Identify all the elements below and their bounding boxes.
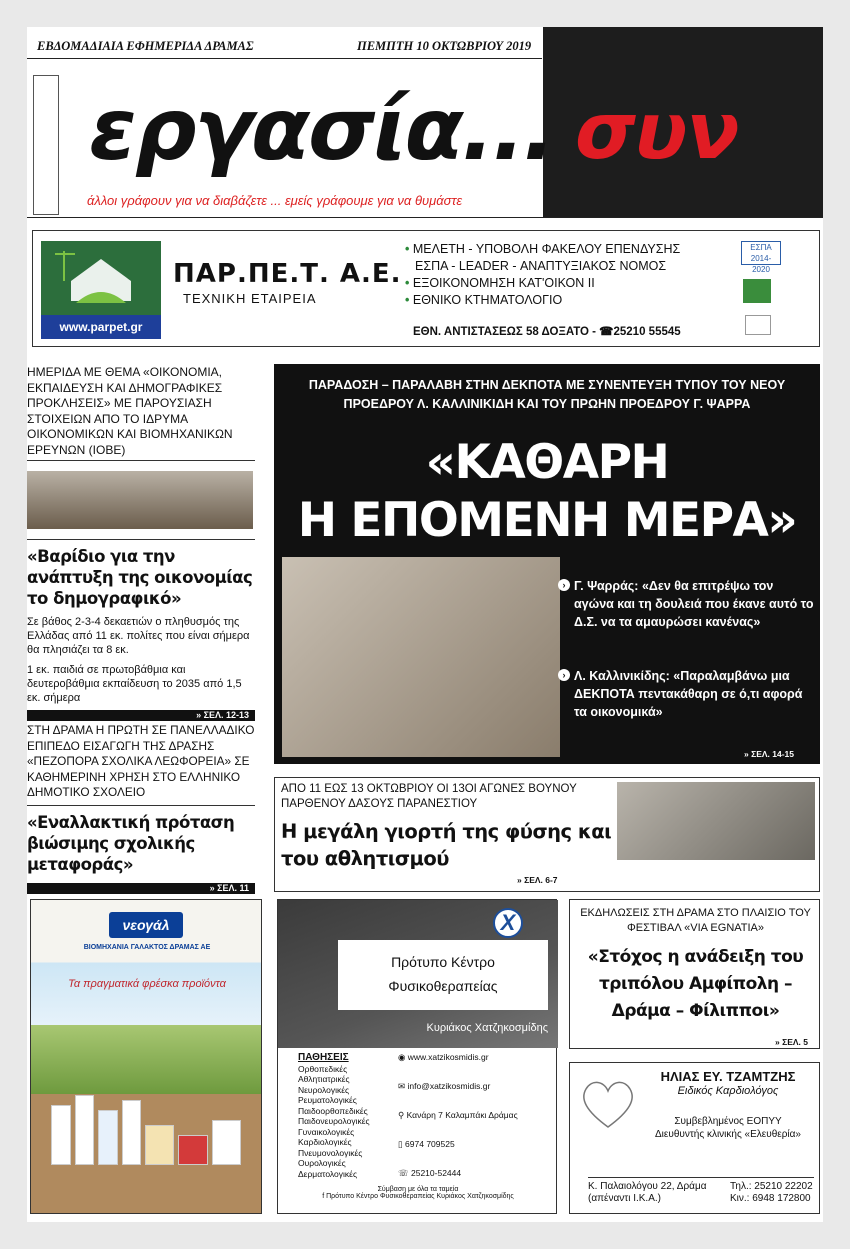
main-headline-line2: Η ΕΠΟΜΕΝΗ ΜΕΡΑ» xyxy=(297,493,797,548)
quote-psarras: › Γ. Ψαρράς: «Δεν θα επιτρέψω τον αγώνα και τη δουλειά που έκανε αυτό το Δ.Σ. να τα αμαυρώσει κανένας» xyxy=(574,577,814,631)
story1-kicker: ΗΜΕΡΙΔΑ ΜΕ ΘΕΜΑ «ΟΙΚΟΝΟΜΙΑ, ΕΚΠΑΙΔΕΥΣΗ ΚΑΙ ΔΗΜΟΓΡΑΦΙΚΕΣ ΠΡΟΚΛΗΣΕΙΣ» ΜΕ ΠΑΡΟΥΣΙΑΣΗ ΣΤΟΙΧΕΙΩΝ ΑΠΟ ΤΟ ΙΔΡΥΜΑ ΟΙΚΟΝΟΜΙΚΩΝ ΚΑΙ ΒΙΟΜΗΧΑΝΙΚΩΝ ΕΡΕΥΝΩΝ (ΙΟΒΕ) xyxy=(27,365,233,457)
story1-headline: «Βαρίδιο για την ανάπτυξη της οικονομίας το δημογραφικό» xyxy=(27,547,253,608)
story2-page-ref: » ΣΕΛ. 11 xyxy=(27,883,255,894)
mobile-row: ▯ 6974 709525 xyxy=(398,1139,455,1149)
arrow-icon: › xyxy=(558,669,570,681)
mobile-icon: ▯ xyxy=(398,1139,406,1149)
story2-kicker: ΣΤΗ ΔΡΑΜΑ Η ΠΡΩΤΗ ΣΕ ΠΑΝΕΛΛΑΔΙΚΟ ΕΠΙΠΕΔΟ ΕΙΣΑΓΩΓΗ ΤΗΣ ΔΡΑΣΗΣ «ΠΕΖΟΠΟΡΑ ΣΧΟΛΙΚΑ ΛΕΩΦΟΡΕΙΑ» ΣΕ ΚΑΘΗΜΕΡΙΝΗ ΧΡΗΣΗ ΣΤΟ ΕΛΛΗΝΙΚΟ ΔΗΜΟΤΙΚΟ ΣΧΟΛΕΙΟ xyxy=(27,723,255,799)
physio-owner: Κυριάκος Χατζηκοσμίδης xyxy=(426,1022,548,1034)
main-kicker: ΠΑΡΑΔΟΣΗ – ΠΑΡΑΛΑΒΗ ΣΤΗΝ ΔΕΚΠΟΤΑ ΜΕ ΣΥΝΕΝΤΕΥΞΗ ΤΥΠΟΥ ΤΟΥ ΝΕΟΥ ΠΡΟΕΔΡΟΥ Λ. ΚΑΛΛΙΝΙΚΙΔΗ ΚΑΙ ΤΟΥ ΠΡΩΗΝ ΠΡΟΕΔΡΟΥ Γ. ΨΑΡΡΑ xyxy=(308,378,786,411)
parpet-address: ΕΘΝ. ΑΝΤΙΣΤΑΣΕΩΣ 58 ΔΟΞΑΤΟ - ☎25210 55545 xyxy=(413,326,681,338)
parpet-ad xyxy=(32,230,820,347)
masthead-rule xyxy=(27,58,542,59)
parpet-url: www.parpet.gr xyxy=(41,315,161,339)
rule xyxy=(27,539,255,540)
cardio-details: Συμβεβλημένος ΕΟΠΥΥ Διευθυντής κλινικής «Ελευθερία» xyxy=(654,1116,801,1140)
service-item: • ΕΞΟΙΚΟΝΟΜΗΣΗ ΚΑΤ'ΟΙΚΟΝ ΙΙ xyxy=(405,276,595,290)
physio-footer: Σύμβαση με όλα τα ταμεία f Πρότυπο Κέντρο Φυσικοθεραπείας Κυριάκος Χατζηκοσμίδης xyxy=(322,1186,514,1200)
story1-body1: Σε βάθος 2-3-4 δεκαετιών ο πληθυσμός της Ελλάδας από 11 εκ. πολίτες που είναι σήμερα θα πλησιάζει τα 8 εκ. xyxy=(27,616,250,656)
festival-kicker: ΕΚΔΗΛΩΣΕΙΣ ΣΤΗ ΔΡΑΜΑ ΣΤΟ ΠΛΑΙΣΙΟ ΤΟΥ ΦΕΣΤΙΒΑΛ «VIA EGNATIA» xyxy=(580,907,811,934)
cardio-name: ΗΛΙΑΣ ΕΥ. ΤΖΑΜΤΖΗΣ xyxy=(660,1069,796,1084)
physio-conditions: ΠΑΘΗΣΕΙΣ Ορθοπεδικές Αθλητιατρικές Νευρολογικές Ρευματολογικές Παιδοορθοπεδικές Παιδονευρολογικές Γυναικολογικές Καρδιολογικές Πνευμονολογικές Ουρολογικές Δερματολογικές xyxy=(298,1052,370,1179)
parpet-name: ΠΑΡ.ΠΕ.Τ. Α.Ε. xyxy=(173,259,402,289)
physio-ad xyxy=(277,899,557,1214)
cardio-phones: Τηλ.: 25210 22202 Κιν.: 6948 172800 xyxy=(730,1181,813,1204)
festival-headline: «Στόχος η ανάδειξη του τριπόλου Αμφίπολη – Δράμα – Φίλιπποι» xyxy=(587,947,804,1021)
ministry-logo xyxy=(745,315,771,335)
conference-photo xyxy=(27,471,253,529)
mountain-kicker: ΑΠΟ 11 ΕΩΣ 13 ΟΚΤΩΒΡΙΟΥ ΟΙ 13ΟΙ ΑΓΩΝΕΣ ΒΟΥΝΟΥ ΠΑΡΘΕΝΟΥ ΔΑΣΟΥΣ ΠΑΡΑΝΕΣΤΙΟΥ xyxy=(281,783,577,810)
neogal-ad xyxy=(30,899,262,1214)
parpet-services xyxy=(405,241,735,309)
logo-syn: συν xyxy=(575,87,739,177)
heart-icon xyxy=(576,1071,640,1135)
products-image xyxy=(51,1085,241,1165)
globe-icon: ◉ xyxy=(398,1052,408,1062)
web-row: ◉ www.xatzikosmidis.gr xyxy=(398,1052,489,1062)
main-headline-line1: «ΚΑΘΑΡΗ xyxy=(425,435,669,490)
rule xyxy=(588,1177,814,1178)
phone-icon: ☏ xyxy=(398,1168,411,1178)
facebook-icon: f xyxy=(322,1193,327,1200)
phone-row: ☏ 25210-52444 xyxy=(398,1168,462,1178)
festival-page-ref: » ΣΕΛ. 5 xyxy=(775,1037,808,1047)
parpet-subtitle: ΤΕΧΝΙΚΗ ΕΤΑΙΡΕΙΑ xyxy=(183,291,317,306)
neogal-logo: νεογάλ xyxy=(109,912,183,938)
masthead-subtitle: ΕΒΔΟΜΑΔΙΑΙΑ ΕΦΗΜΕΡΙΔΑ ΔΡΑΜΑΣ xyxy=(37,39,254,53)
story2-headline: «Εναλλακτική πρόταση βιώσιμης σχολικής μεταφοράς» xyxy=(27,812,235,874)
service-item: ΕΣΠΑ - LEADER - ΑΝΑΠΤΥΞΙΑΚΟΣ ΝΟΜΟΣ xyxy=(415,259,667,273)
rule xyxy=(27,460,255,461)
newspaper-page xyxy=(27,27,823,1222)
issue-date: ΠΕΜΠΤΗ 10 ΟΚΤΩΒΡΙΟΥ 2019 xyxy=(357,39,532,53)
address-row: ⚲ Κανάρη 7 Καλαμπάκι Δράμας xyxy=(398,1110,518,1120)
masthead-divider xyxy=(27,217,823,218)
physio-logo-icon: X xyxy=(493,908,523,938)
parpet-logo xyxy=(41,241,161,339)
festival-story xyxy=(569,899,820,1049)
envelope-icon: ✉ xyxy=(398,1081,408,1091)
main-headline xyxy=(274,434,820,550)
house-leaf-icon xyxy=(41,241,161,315)
mountain-headline: Η μεγάλη γιορτή της φύσης και του αθλητισμού xyxy=(281,820,612,870)
cardio-specialty: Ειδικός Καρδιολόγος xyxy=(677,1085,779,1097)
main-page-ref: » ΣΕΛ. 14-15 xyxy=(744,749,794,759)
physio-title: Πρότυπο Κέντρο Φυσικοθεραπείας xyxy=(338,940,548,1010)
physio-contacts xyxy=(398,1052,553,1197)
main-photo xyxy=(282,557,560,757)
rule xyxy=(27,805,255,806)
mountain-page-ref: » ΣΕΛ. 6-7 xyxy=(517,875,558,885)
quote-kallinikidis: › Λ. Καλλινικίδης: «Παραλαμβάνω μια ΔΕΚΠΟΤΑ πεντακάθαρη σε ό,τι αφορά τα οικονομικά» xyxy=(574,667,814,721)
neogal-subtitle: ΒΙΟΜΗΧΑΝΙΑ ΓΑΛΑΚΤΟΣ ΔΡΑΜΑΣ ΑΕ xyxy=(83,944,211,951)
cardiologist-ad xyxy=(569,1062,820,1214)
registration-stamp xyxy=(33,75,59,215)
main-story xyxy=(274,364,820,764)
neogal-slogan: Τα πραγματικά φρέσκα προϊόντα xyxy=(68,978,226,990)
left-column xyxy=(27,365,255,894)
arrow-icon: › xyxy=(558,579,570,591)
logo-ergasia: εργασία... xyxy=(89,80,554,180)
leader-logo xyxy=(743,279,771,303)
mountain-story xyxy=(274,777,820,892)
service-item: • ΕΘΝΙΚΟ ΚΤΗΜΑΤΟΛΟΓΙΟ xyxy=(405,293,563,307)
masthead-tagline: άλλοι γράφουν για να διαβάζετε ... εμείς γράφουμε για να θυμάστε xyxy=(87,193,463,208)
service-item: • ΜΕΛΕΤΗ - ΥΠΟΒΟΛΗ ΦΑΚΕΛΟΥ ΕΠΕΝΔΥΣΗΣ xyxy=(405,242,681,256)
cardio-address: Κ. Παλαιολόγου 22, Δράμα (απέναντι Ι.Κ.Α.) xyxy=(588,1181,707,1204)
story1-body2: 1 εκ. παιδιά σε πρωτοβάθμια και δευτεροβάθμια εκπαίδευση το 2035 από 1,5 εκ. σήμερα xyxy=(27,664,242,704)
mountain-photo xyxy=(617,782,815,860)
pin-icon: ⚲ xyxy=(398,1110,407,1120)
email-row: ✉ info@xatzikosmidis.gr xyxy=(398,1081,491,1091)
story1-page-ref: » ΣΕΛ. 12-13 xyxy=(27,710,255,721)
espa-logo: ΕΣΠΑ 2014-2020 xyxy=(741,241,781,265)
